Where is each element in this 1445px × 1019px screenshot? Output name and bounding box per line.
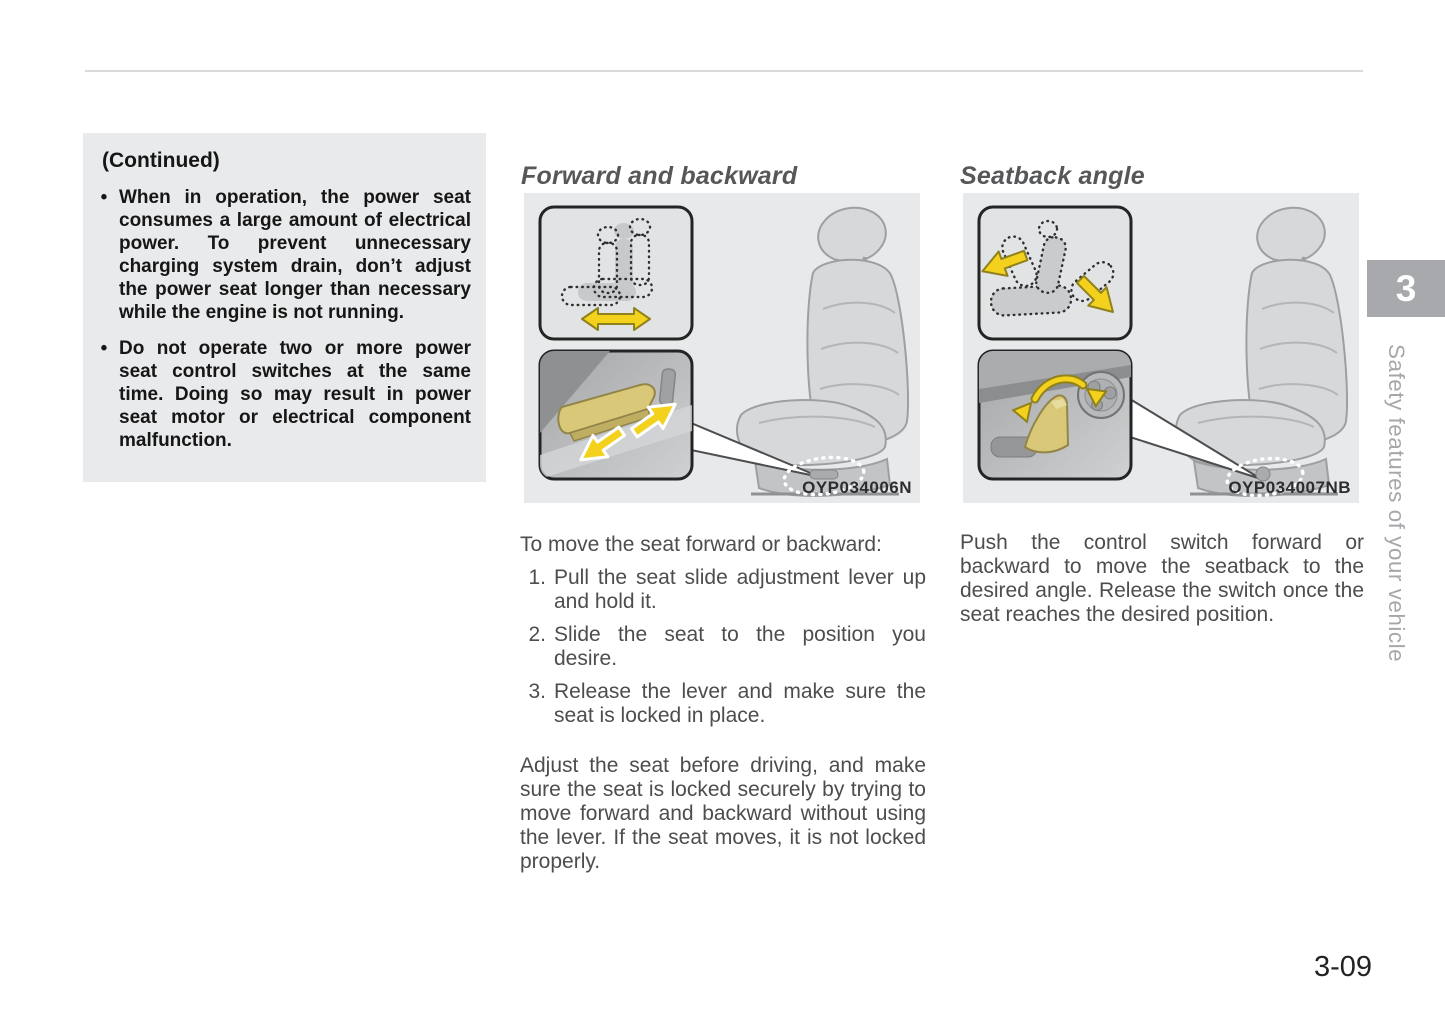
seatback-angle-illustration bbox=[963, 193, 1359, 503]
recline-switch-inset bbox=[979, 351, 1131, 479]
step-item bbox=[520, 566, 926, 614]
step-text: Pull the seat slide adjustment lever up and hold it. bbox=[554, 566, 926, 613]
step-number: 2. bbox=[528, 623, 546, 646]
step-item bbox=[520, 680, 926, 728]
steps-list bbox=[520, 566, 926, 728]
caution-continued-box bbox=[83, 133, 486, 482]
seatback-angle-text bbox=[960, 531, 1364, 627]
slide-lever-inset bbox=[540, 351, 692, 479]
image-code-caption: OYP034006N bbox=[802, 478, 912, 497]
caution-bullet-item bbox=[98, 186, 471, 324]
chapter-tab: 3 bbox=[1367, 260, 1445, 317]
slide-motion-inset bbox=[540, 207, 692, 339]
caution-bullet-text: Do not operate two or more power seat control switches at the same time. Doing so may result in power seat motor or electrical component malfunction. bbox=[119, 338, 471, 451]
steps-intro: To move the seat forward or backward: bbox=[520, 533, 882, 556]
forward-backward-figure bbox=[524, 193, 920, 503]
forward-backward-illustration bbox=[524, 193, 920, 503]
top-rule bbox=[85, 70, 1363, 72]
seatback-angle-figure bbox=[963, 193, 1359, 503]
page-number: 3-09 bbox=[1313, 951, 1372, 983]
bullet-icon: • bbox=[100, 187, 108, 208]
bullet-icon: • bbox=[100, 338, 108, 359]
section-heading-seatback-angle: Seatback angle bbox=[960, 162, 1145, 190]
belt-anchor bbox=[659, 368, 676, 405]
step-number: 3. bbox=[528, 680, 546, 703]
step-text: Release the lever and make sure the seat is locked in place. bbox=[554, 680, 926, 727]
forward-backward-text bbox=[520, 533, 926, 874]
adjust-before-driving-note: Adjust the seat before driving, and make sure the seat is locked securely by trying to move forward and backward without using the lever. If the seat moves, it is not locked properly. bbox=[520, 754, 926, 873]
caution-bullet-item bbox=[98, 337, 471, 452]
caution-bullet-text: When in operation, the power seat consumes a large amount of electrical power. To prevent unnecessary charging system drain, don’t adjust the power seat longer than necessary while the engine is not running. bbox=[119, 187, 471, 323]
step-text: Slide the seat to the position you desire. bbox=[554, 623, 926, 670]
seatback-angle-paragraph: Push the control switch forward or backward to move the seatback to the desired angle. Release the switch once the seat reaches the desired position. bbox=[960, 531, 1364, 626]
step-item bbox=[520, 623, 926, 671]
caution-bullet-list bbox=[98, 186, 471, 452]
chapter-title-vertical: Safety features of your vehicle bbox=[1384, 344, 1409, 663]
image-code-caption: OYP034007NB bbox=[1228, 478, 1351, 497]
step-number: 1. bbox=[528, 566, 546, 589]
recline-motion-inset bbox=[978, 207, 1131, 339]
caution-box-title: (Continued) bbox=[102, 149, 220, 172]
section-heading-forward-backward: Forward and backward bbox=[521, 162, 798, 190]
